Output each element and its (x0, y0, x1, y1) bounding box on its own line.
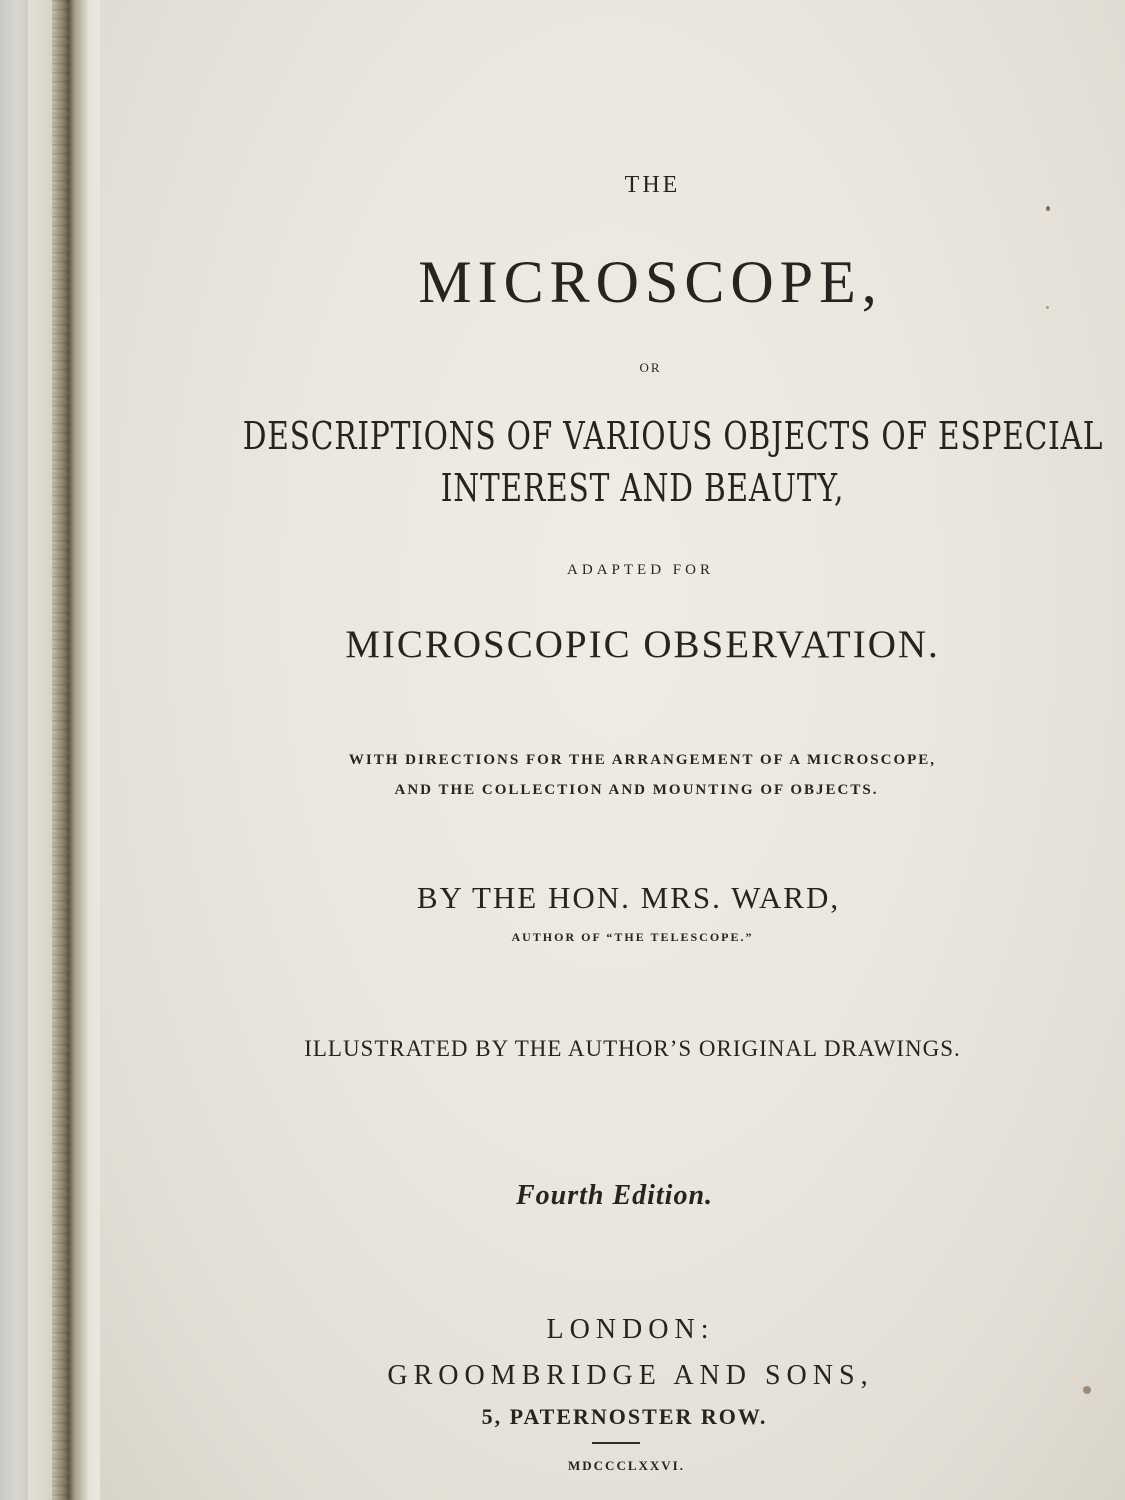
imprint-rule (592, 1442, 640, 1444)
adapted-for: ADAPTED FOR (567, 562, 714, 578)
background-surface (0, 0, 28, 1500)
title-page (100, 0, 1125, 1500)
title-or: OR (639, 360, 662, 375)
directions-line-2: AND THE COLLECTION AND MOUNTING OF OBJECTS. (394, 782, 879, 798)
foxing-speck (1046, 306, 1049, 309)
publisher-address: 5, PATERNOSTER ROW. (481, 1404, 768, 1429)
foxing-speck (1046, 206, 1050, 211)
subtitle-line-1: DESCRIPTIONS OF VARIOUS OBJECTS OF ESPECIAL (242, 414, 1104, 458)
book-title: MICROSCOPE, (418, 249, 883, 315)
author-byline: BY THE HON. MRS. WARD, (416, 880, 841, 915)
publisher: GROOMBRIDGE AND SONS, (387, 1360, 874, 1391)
subtitle-line-2: INTEREST AND BEAUTY, (440, 466, 845, 510)
publication-year: MDCCCLXXVI. (568, 1458, 685, 1473)
edition: Fourth Edition. (515, 1180, 714, 1211)
gutter-binding-texture (52, 0, 70, 1500)
directions-line-1: WITH DIRECTIONS FOR THE ARRANGEMENT OF A MICROSCOPE, (348, 752, 937, 768)
title-the: THE (624, 172, 681, 198)
author-of: AUTHOR OF “THE TELESCOPE.” (511, 930, 754, 944)
illustrated-by: ILLUSTRATED BY THE AUTHOR’S ORIGINAL DRAWINGS. (304, 1036, 961, 1061)
imprint-city: LONDON: (546, 1314, 715, 1345)
microscopic-observation: MICROSCOPIC OBSERVATION. (345, 623, 940, 666)
foxing-speck (1083, 1386, 1091, 1394)
